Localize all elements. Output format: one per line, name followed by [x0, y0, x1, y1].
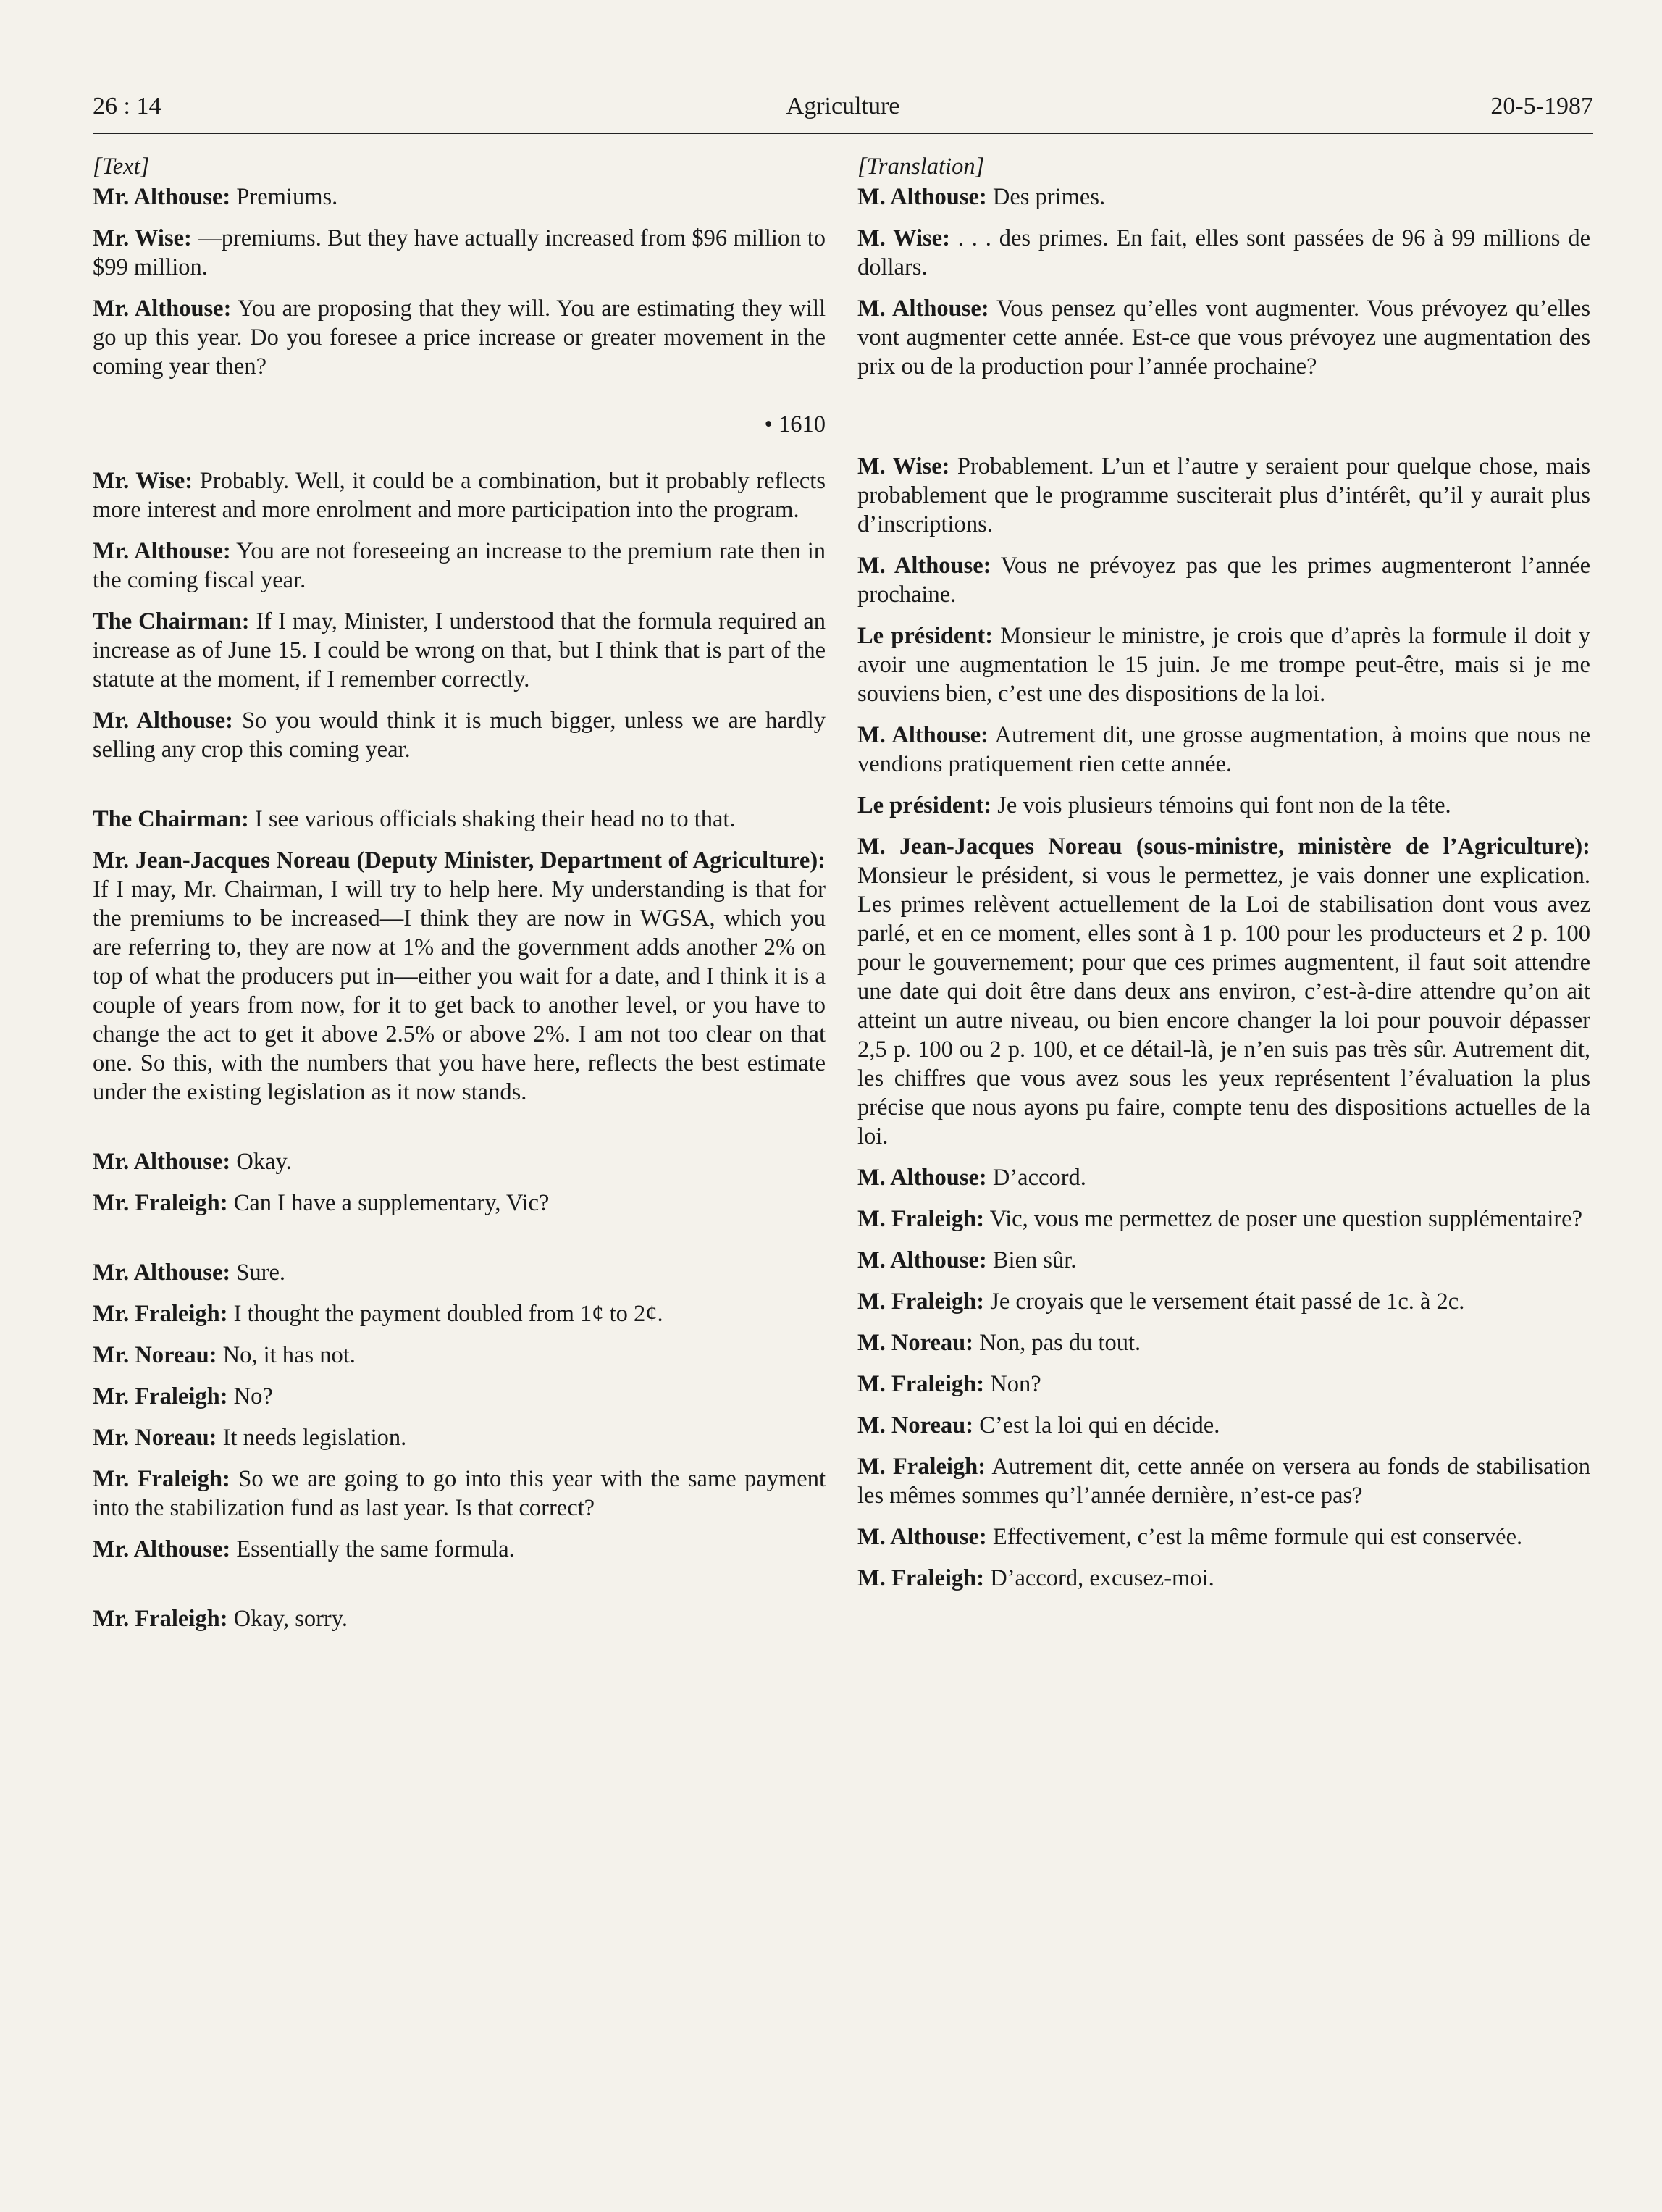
transcript-paragraph: [93, 1258, 826, 1287]
speaker-name: M. Althouse:: [857, 722, 989, 748]
speech-text: Des primes.: [986, 184, 1106, 210]
speaker-name: Le président:: [857, 792, 992, 818]
transcript-paragraph: [93, 706, 826, 764]
speech-text: Probablement. L’un et l’autre y seraient pour quelque chose, mais probablement que le programme susciterait plus d’intérêt, qu’il y aurait plus d’inscriptions.: [857, 453, 1590, 537]
transcript-paragraph: [93, 1465, 826, 1522]
speech-text: Vic, vous me permettez de poser une question supplémentaire?: [984, 1206, 1583, 1232]
speech-text: D’accord.: [986, 1165, 1086, 1191]
speaker-name: Mr. Althouse:: [93, 296, 232, 322]
transcript-paragraph: [857, 452, 1590, 539]
speech-text: I thought the payment doubled from 1¢ to 2¢.: [227, 1301, 663, 1327]
transcript-paragraph: [93, 183, 826, 211]
transcript-paragraph: [93, 537, 826, 595]
speech-text: Okay.: [230, 1149, 292, 1175]
speech-text: Je vois plusieurs témoins qui font non de la tête.: [991, 792, 1451, 818]
speech-text: I see various officials shaking their head no to that.: [248, 806, 736, 832]
speech-text: —premiums. But they have actually increased from $96 million to $99 million.: [93, 225, 826, 280]
speaker-name: M. Fraleigh:: [857, 1289, 985, 1315]
speech-text: So we are going to go into this year with the same payment into the stabilization fund as last year. Is that correct?: [93, 1466, 826, 1521]
speaker-name: M. Althouse:: [857, 1524, 987, 1550]
speech-text: C’est la loi qui en décide.: [973, 1412, 1220, 1438]
speaker-name: Mr. Wise:: [93, 225, 192, 251]
speech-text: It needs legislation.: [217, 1425, 407, 1451]
speaker-name: Mr. Fraleigh:: [93, 1190, 228, 1216]
speech-text: Sure.: [230, 1260, 286, 1286]
speaker-name: M. Fraleigh:: [857, 1454, 986, 1480]
speech-text: Monsieur le ministre, je crois que d’après la formule il doit y avoir une augmentation le 15 juin. Je me trompe peut-être, mais si je me souviens bien, c’est une des dispositions de la loi.: [857, 623, 1590, 707]
speaker-name: M. Noreau:: [857, 1412, 974, 1438]
transcript-paragraph: [93, 805, 826, 834]
speech-text: Autrement dit, cette année on versera au fonds de stabilisation les mêmes sommes qu’l’année dernière, n’est-ce pas?: [857, 1454, 1590, 1509]
transcript-paragraph: [857, 1163, 1590, 1192]
speaker-name: Mr. Althouse:: [93, 538, 231, 564]
running-title: Agriculture: [786, 93, 900, 120]
speech-text: D’accord, excusez-moi.: [984, 1565, 1214, 1591]
speech-text: You are not foreseeing an increase to the premium rate then in the coming fiscal year.: [93, 538, 826, 593]
transcript-paragraph: [93, 1299, 826, 1328]
transcript-paragraph: [857, 551, 1590, 609]
speech-text: If I may, Minister, I understood that the formula required an increase as of June 15. I could be wrong on that, but I think that is part of the statute at the moment, if I remember correctly.: [93, 608, 826, 692]
speech-text: Bien sûr.: [986, 1247, 1077, 1273]
transcript-paragraph: [857, 1452, 1590, 1510]
speaker-name: Mr. Wise:: [93, 468, 193, 494]
speaker-name: M. Althouse:: [857, 1247, 987, 1273]
translation-marker: [Translation]: [857, 154, 985, 180]
header-rule: [93, 133, 1593, 134]
speech-text: Je croyais que le versement était passé de 1c. à 2c.: [984, 1289, 1465, 1315]
speaker-name: M. Althouse:: [857, 296, 989, 322]
page-number: 26 : 14: [93, 93, 161, 120]
speaker-name: Mr. Althouse:: [93, 1536, 231, 1562]
speaker-name: M. Wise:: [857, 453, 950, 479]
speaker-name: M. Althouse:: [857, 184, 987, 210]
speaker-name: Mr. Fraleigh:: [93, 1606, 228, 1632]
transcript-paragraph: [857, 1205, 1590, 1233]
speaker-name: Mr. Noreau:: [93, 1342, 217, 1368]
speech-text: . . . des primes. En fait, elles sont passées de 96 à 99 millions de dollars.: [857, 225, 1590, 280]
speaker-name: Mr. Althouse:: [93, 1149, 231, 1175]
speaker-name: Mr. Noreau:: [93, 1425, 217, 1451]
speaker-name: Mr. Althouse:: [93, 1260, 231, 1286]
speech-text: Effectivement, c’est la même formule qui est conservée.: [986, 1524, 1523, 1550]
speech-text: Probably. Well, it could be a combination, but it probably reflects more interest and more enrolment and more participation into the program.: [93, 468, 826, 523]
speech-text: Premiums.: [230, 184, 338, 210]
transcript-paragraph: [857, 1522, 1590, 1551]
speaker-name: Mr. Althouse:: [93, 184, 231, 210]
page-date: 20-5-1987: [1490, 93, 1593, 120]
transcript-paragraph: [93, 1423, 826, 1452]
transcript-paragraph: [857, 224, 1590, 282]
speech-text: Autrement dit, une grosse augmentation, à moins que nous ne vendions pratiquement rien cette année.: [857, 722, 1590, 777]
transcript-paragraph: [93, 466, 826, 524]
time-marker: • 1610: [764, 411, 826, 437]
speech-text: Vous ne prévoyez pas que les primes augmenteront l’année prochaine.: [857, 553, 1591, 608]
transcript-paragraph: [857, 791, 1590, 820]
transcript-paragraph: [93, 607, 826, 694]
transcript-paragraph: [857, 621, 1590, 708]
transcript-paragraph: [857, 1370, 1590, 1399]
transcript-paragraph: [857, 183, 1590, 211]
speech-text: Non?: [984, 1371, 1041, 1397]
transcript-paragraph: [857, 1564, 1590, 1593]
speaker-name: The Chairman:: [93, 608, 250, 634]
transcript-paragraph: [93, 1341, 826, 1370]
transcript-paragraph: [93, 294, 826, 381]
speaker-name: Mr. Jean-Jacques Noreau (Deputy Minister, Department of Agriculture):: [93, 847, 826, 874]
speech-text: Vous pensez qu’elles vont augmenter. Vous prévoyez qu’elles vont augmenter cette année. Est-ce que vous prévoyez une augmentation des prix ou de la production pour l’année prochaine?: [857, 296, 1590, 380]
speaker-name: Mr. Fraleigh:: [93, 1466, 230, 1492]
speaker-name: The Chairman:: [93, 806, 249, 832]
transcript-paragraph: [857, 294, 1590, 381]
speaker-name: M. Fraleigh:: [857, 1206, 985, 1232]
transcript-paragraph: [857, 721, 1590, 779]
transcript-paragraph: [93, 1189, 826, 1218]
speech-text: No?: [227, 1383, 273, 1409]
english-column: [93, 152, 826, 1633]
speech-text: You are proposing that they will. You are estimating they will go up this year. Do you foresee a price increase or greater movement in the coming year then?: [93, 296, 826, 380]
speaker-name: M. Althouse:: [857, 1165, 987, 1191]
page-header: [93, 93, 1593, 133]
speaker-name: Mr. Althouse:: [93, 708, 234, 734]
transcript-paragraph: [93, 1147, 826, 1176]
speaker-name: M. Wise:: [857, 225, 950, 251]
transcript-paragraph: [93, 1535, 826, 1564]
french-column: [857, 152, 1590, 1593]
text-marker: [Text]: [93, 154, 150, 180]
transcript-paragraph: [857, 1246, 1590, 1275]
speech-text: Essentially the same formula.: [230, 1536, 515, 1562]
speaker-name: M. Fraleigh:: [857, 1371, 985, 1397]
speaker-name: Le président:: [857, 623, 994, 649]
speech-text: No, it has not.: [217, 1342, 356, 1368]
transcript-paragraph: [857, 1287, 1590, 1316]
transcript-paragraph: [857, 832, 1590, 1151]
speech-text: So you would think it is much bigger, unless we are hardly selling any crop this coming year.: [93, 708, 826, 763]
speech-text: Monsieur le président, si vous le permettez, je vais donner une explication. Les primes relèvent actuellement de la Loi de stabilisation dont vous avez parlé, et en ce moment, elles sont à 1 p. 100 pour les producteurs et 2 p. 100 pour le gouvernement; pour que ces primes augmentent, il faut soit attendre une date qui doit être dans deux ans environ, c’est-à-dire attendre qu’on ait atteint un autre niveau, ou bien encore changer la loi pour pouvoir dépasser 2,5 p. 100 ou 2 p. 100, et ce détail-là, je n’en suis pas très sûr. Autrement dit, les chiffres que vous avez sous les yeux représentent l’évaluation la plus précise que nous ayons pu faire, compte tenu des dispositions actuelles de la loi.: [857, 863, 1590, 1149]
speaker-name: Mr. Fraleigh:: [93, 1301, 228, 1327]
speaker-name: M. Althouse:: [857, 553, 991, 579]
transcript-paragraph: [93, 1604, 826, 1633]
transcript-paragraph: [93, 1382, 826, 1411]
transcript-paragraph: [93, 846, 826, 1107]
speaker-name: M. Jean-Jacques Noreau (sous-ministre, ministère de l’Agriculture):: [857, 834, 1590, 860]
speaker-name: M. Noreau:: [857, 1330, 974, 1356]
transcript-paragraph: [857, 1411, 1590, 1440]
speech-text: Okay, sorry.: [227, 1606, 348, 1632]
speaker-name: M. Fraleigh:: [857, 1565, 985, 1591]
speech-text: Can I have a supplementary, Vic?: [227, 1190, 550, 1216]
transcript-paragraph: [93, 224, 826, 282]
speaker-name: Mr. Fraleigh:: [93, 1383, 228, 1409]
transcript-paragraph: [857, 1328, 1590, 1357]
speech-text: Non, pas du tout.: [973, 1330, 1141, 1356]
speech-text: If I may, Mr. Chairman, I will try to help here. My understanding is that for the premiums to be increased—I think they are now in WGSA, which you are referring to, they are now at 1% and the government adds another 2% on top of what the producers put in—either you wait for a date, and I think it is a couple of years from now, for it to get back to another level, or you have to change the act to get it above 2.5% or above 2%. I am not too clear on that one. So this, with the numbers that you have here, reflects the best estimate under the existing legislation as it now stands.: [93, 876, 826, 1105]
